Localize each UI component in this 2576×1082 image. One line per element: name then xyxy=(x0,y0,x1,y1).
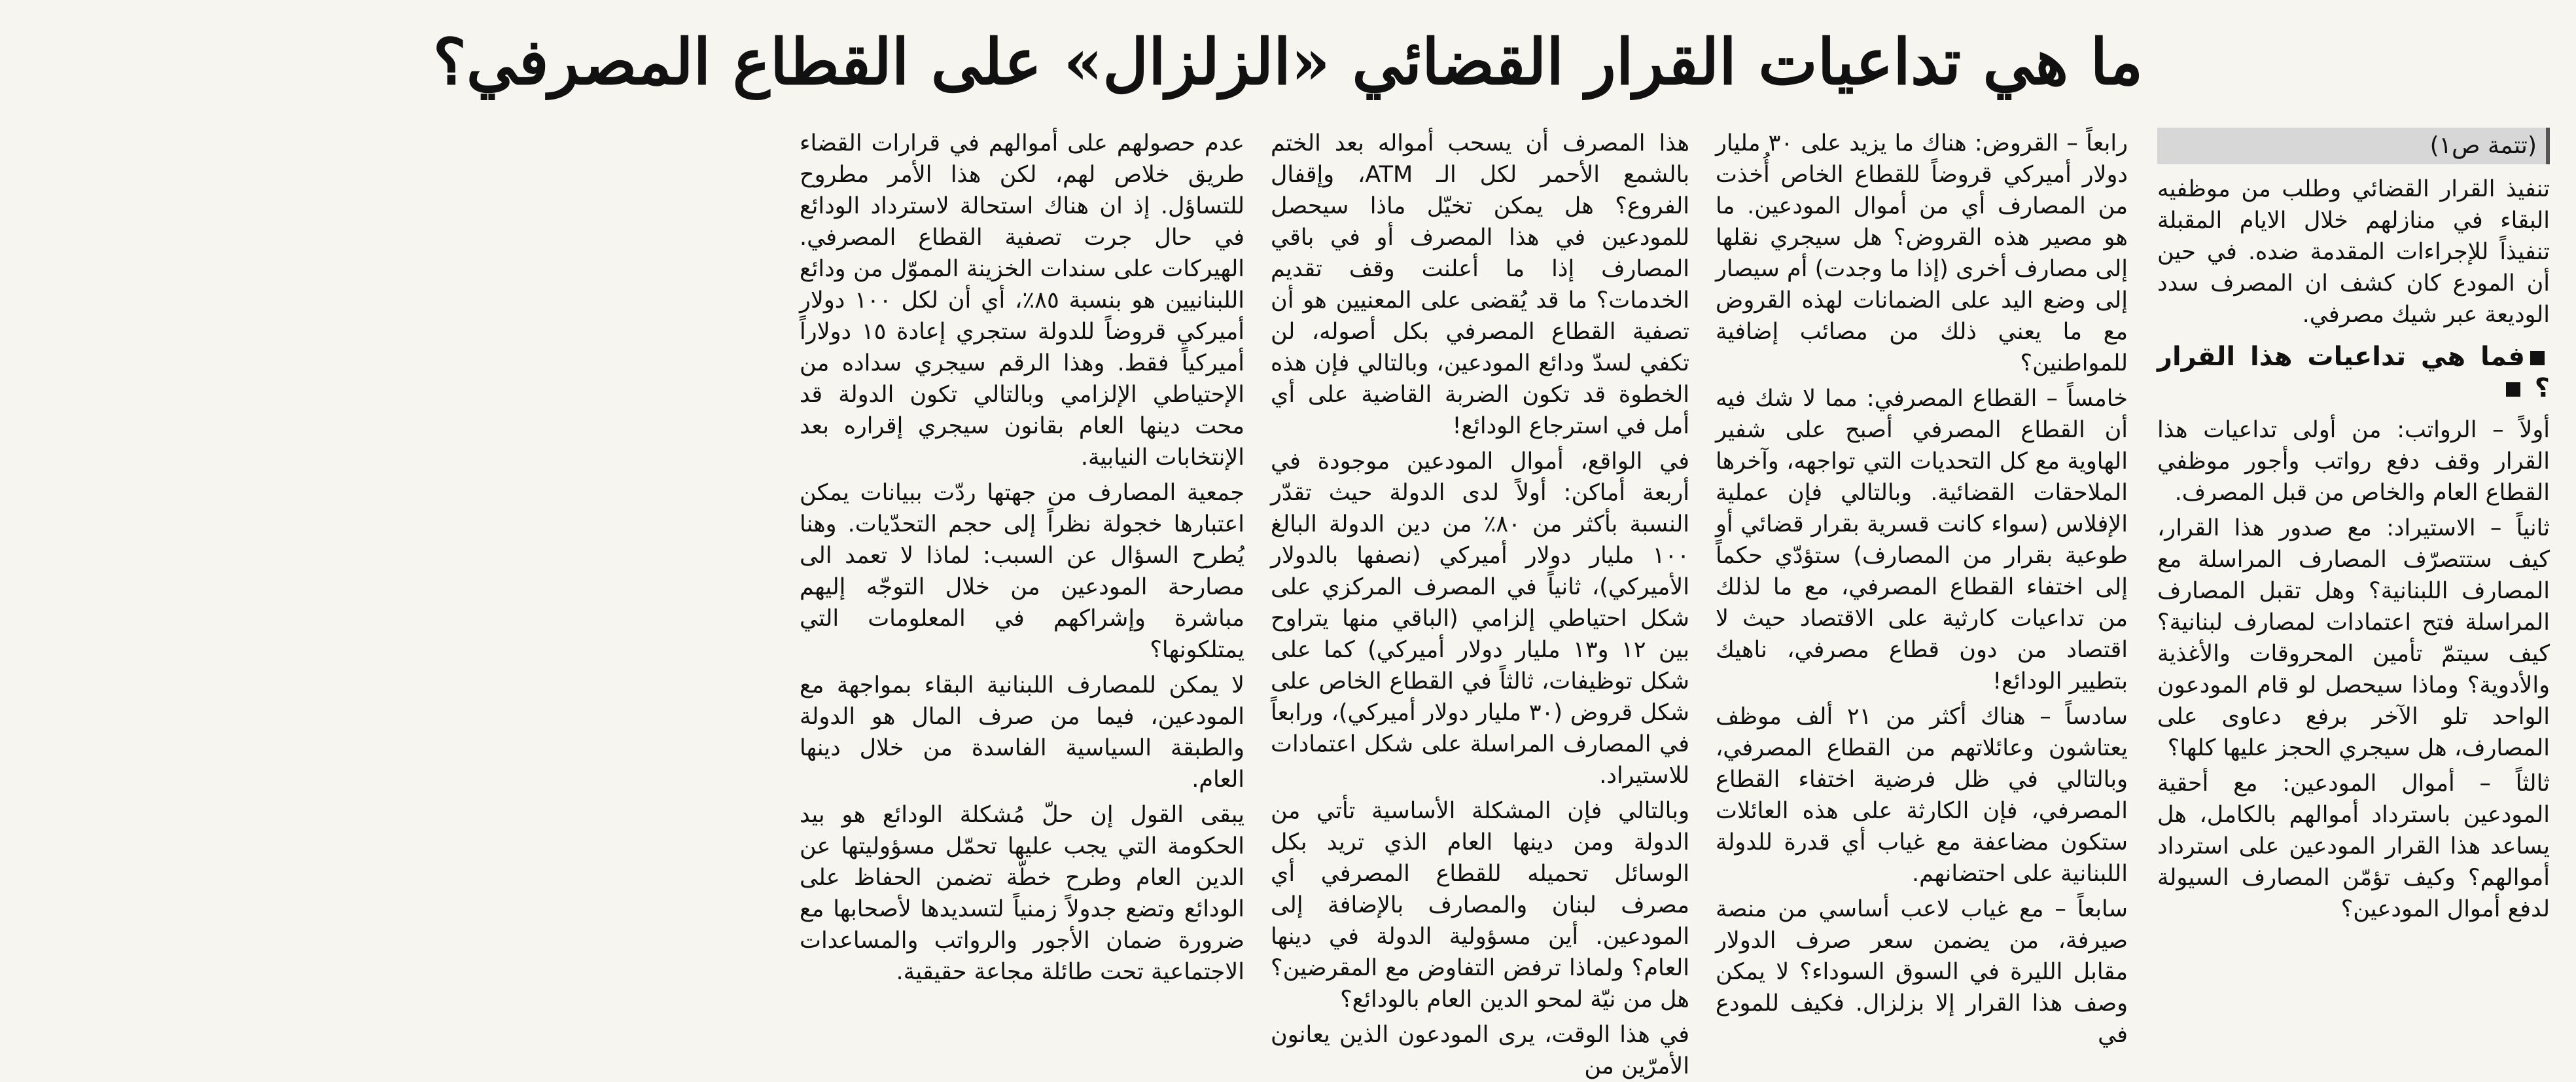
square-bullet-icon xyxy=(2506,382,2520,397)
paragraph: سادساً – هناك أكثر من ٢١ ألف موظف يعتاشون وعائلاتهم من القطاع المصرفي، وبالتالي في ظل فرضية اختفاء القطاع المصرفي، فإن الكارثة على هذه العائلات ستكون مضاعفة مع غياب أي قدرة للدولة اللبنانية على احتضانهم. xyxy=(1716,704,2128,887)
paragraph: خامساً – القطاع المصرفي: مما لا شك فيه أن القطاع المصرفي أصبح على شفير الهاوية مع كل التحديات التي تواجهه، وآخرها الملاحقات القضائية. وبالتالي فإن عملية الإفلاس (سواء كانت قسرية بقرار قضائي أو طوعية بقرار من المصارف) ستؤدّي حكماً إلى اختفاء القطاع المصرفي، مع ما لذلك من تداعيات كارثية على الاقتصاد حيث لا اقتصاد من دون قطاع مصرفي، ناهيك بتطيير الودائع! xyxy=(1716,386,2128,694)
paragraph: سابعاً – مع غياب لاعب أساسي من منصة صيرفة، من يضمن سعر صرف الدولار مقابل الليرة في السوق السوداء؟ لا يمكن وصف هذا القرار إلا بزلزال. فكيف للمودع في xyxy=(1716,896,2128,1048)
paragraph: لا يمكن للمصارف اللبنانية البقاء بمواجهة مع المودعين، فيما من صرف المال هو الدولة والطبقة السياسية الفاسدة من خلال دينها العام. xyxy=(800,672,1244,793)
article-column-1 xyxy=(2157,128,2550,922)
paragraph: هذا المصرف أن يسحب أمواله بعد الختم بالشمع الأحمر لكل الـ ATM، وإقفال الفروع؟ هل يمكن تخيّل ماذا سيحصل للمودعين في هذا المصرف أو في باقي المصارف إذا ما أعلنت وقف تقديم الخدمات؟ ما قد يُقضى على المعنيين هو أن تصفية القطاع المصرفي بكل أصوله، لن تكفي لسدّ ودائع المودعين، وبالتالي فإن هذه الخطوة قد تكون الضربة القاضية على أي أمل في استرجاع الودائع! xyxy=(1271,130,1690,439)
headline: ما هي تداعيات القرار القضائي «الزلزال» على القطاع المصرفي؟ xyxy=(432,25,2144,99)
paragraph: في الواقع، أموال المودعين موجودة في أربعة أماكن: أولاً لدى الدولة حيث تقدّر النسبة بأكثر من ٨٠٪ من دين الدولة البالغ ١٠٠ مليار دولار أميركي (نصفها بالدولار الأميركي)، ثانياً في المصرف المركزي على شكل احتياطي إلزامي (الباقي منها يتراوح بين ١٢ و١٣ مليار دولار أميركي) كما على شكل توظيفات، ثالثاً في القطاع الخاص على شكل قروض (٣٠ مليار دولار أميركي)، ورابعاً في المصارف المراسلة على شكل اعتمادات للاستيراد. xyxy=(1271,448,1689,789)
paragraph: جمعية المصارف من جهتها ردّت ببيانات يمكن اعتبارها خجولة نظراً إلى حجم التحدّيات. وهنا يُطرح السؤال عن السبب: لماذا لا تعمد الى مصارحة المودعين من خلال التوجّه إليهم مباشرة وإشراكهم في المعلومات التي يمتلكونها؟ xyxy=(800,480,1244,663)
paragraph: وبالتالي فإن المشكلة الأساسية تأتي من الدولة ومن دينها العام الذي تريد بكل الوسائل تحميله للقطاع المصرفي أي مصرف لبنان والمصارف بالإضافة إلى المودعين. أين مسؤولية الدولة في دينها العام؟ ولماذا ترفض التفاوض مع المقرضين؟ هل من نيّة لمحو الدين العام بالودائع؟ xyxy=(1271,798,1689,1013)
paragraph: رابعاً – القروض: هناك ما يزيد على ٣٠ مليار دولار أميركي قروضاً للقطاع الخاص أُخذت من المصارف أي من أموال المودعين. ما هو مصير هذه القروض؟ هل سيجري نقلها إلى مصارف أخرى (إذا ما وجدت) أم سيصار إلى وضع اليد على الضمانات لهذه القروض مع ما يعني ذلك من مصائب إضافية للمواطنين؟ xyxy=(1716,130,2128,376)
paragraph: عدم حصولهم على أموالهم في قرارات القضاء طريق خلاص لهم، لكن هذا الأمر مطروح للتساؤل. إذ ان هناك استحالة لاسترداد الودائع في حال جرت تصفية القطاع المصرفي. الهيركات على سندات الخزينة المموّل من ودائع اللبنانيين هو بنسبة ٨٥٪، أي أن لكل ١٠٠ دولار أميركي قروضاً للدولة ستجري إعادة ١٥ دولاراً أميركياً فقط. وهذا الرقم سيجري سداده من الإحتياطي الإلزامي وبالتالي تكون الدولة قد محت دينها العام بقانون سيجري إقراره بعد الإنتخابات النيابية. xyxy=(800,130,1244,471)
paragraph: أولاً – الرواتب: من أولى تداعيات هذا القرار وقف دفع رواتب وأجور موظفي القطاع العام والخاص من قبل المصرف. xyxy=(2157,417,2550,506)
square-bullet-icon xyxy=(2530,351,2545,365)
article-column-4 xyxy=(800,128,1244,985)
paragraph: ثالثاً – أموال المودعين: مع أحقية المودعين باسترداد أموالهم بالكامل، هل يساعد هذا القرار المودعين على استرداد أموالهم؟ وكيف تؤمّن المصارف السيولة لدفع أموال المودعين؟ xyxy=(2157,770,2550,922)
article-column-2 xyxy=(1716,128,2128,1048)
paragraph: ثانياً – الاستيراد: مع صدور هذا القرار، كيف ستتصرّف المصارف المراسلة مع المصارف اللبنانية؟ وهل تقبل المصارف المراسلة فتح اعتمادات لمصارف لبنانية؟ كيف سيتمّ تأمين المحروقات والأغذية والأدوية؟ وماذا سيحصل لو قام المودعون الواحد تلو الآخر برفع دعاوى على المصارف، هل سيجري الحجز عليها كلها؟ xyxy=(2157,515,2550,761)
paragraph: تنفيذ القرار القضائي وطلب من موظفيه البقاء في منازلهم خلال الايام المقبلة تنفيذاً للإجراءات المقدمة ضده. في حين أن المودع كان كشف ان المصرف سدد الوديعة عبر شيك مصرفي. xyxy=(2157,176,2550,328)
subheading xyxy=(2157,341,2550,404)
paragraph: في هذا الوقت، يرى المودعون الذين يعانون الأمرّين من xyxy=(1271,1022,1689,1079)
subheading-text: فما هي تداعيات هذا القرار ؟ xyxy=(2157,342,2550,403)
paragraph: يبقى القول إن حلّ مُشكلة الودائع هو بيد الحكومة التي يجب عليها تحمّل مسؤوليتها عن الدين العام وطرح خطّة تضمن الحفاظ على الودائع وتضع جدولاً زمنياً لتسديدها لأصحابها مع ضرورة ضمان الأجور والرواتب والمساعدات الاجتماعية تحت طائلة مجاعة حقيقية. xyxy=(800,802,1244,985)
continued-label: (تتمة ص١) xyxy=(2157,128,2550,164)
article-column-3 xyxy=(1271,128,1690,1079)
